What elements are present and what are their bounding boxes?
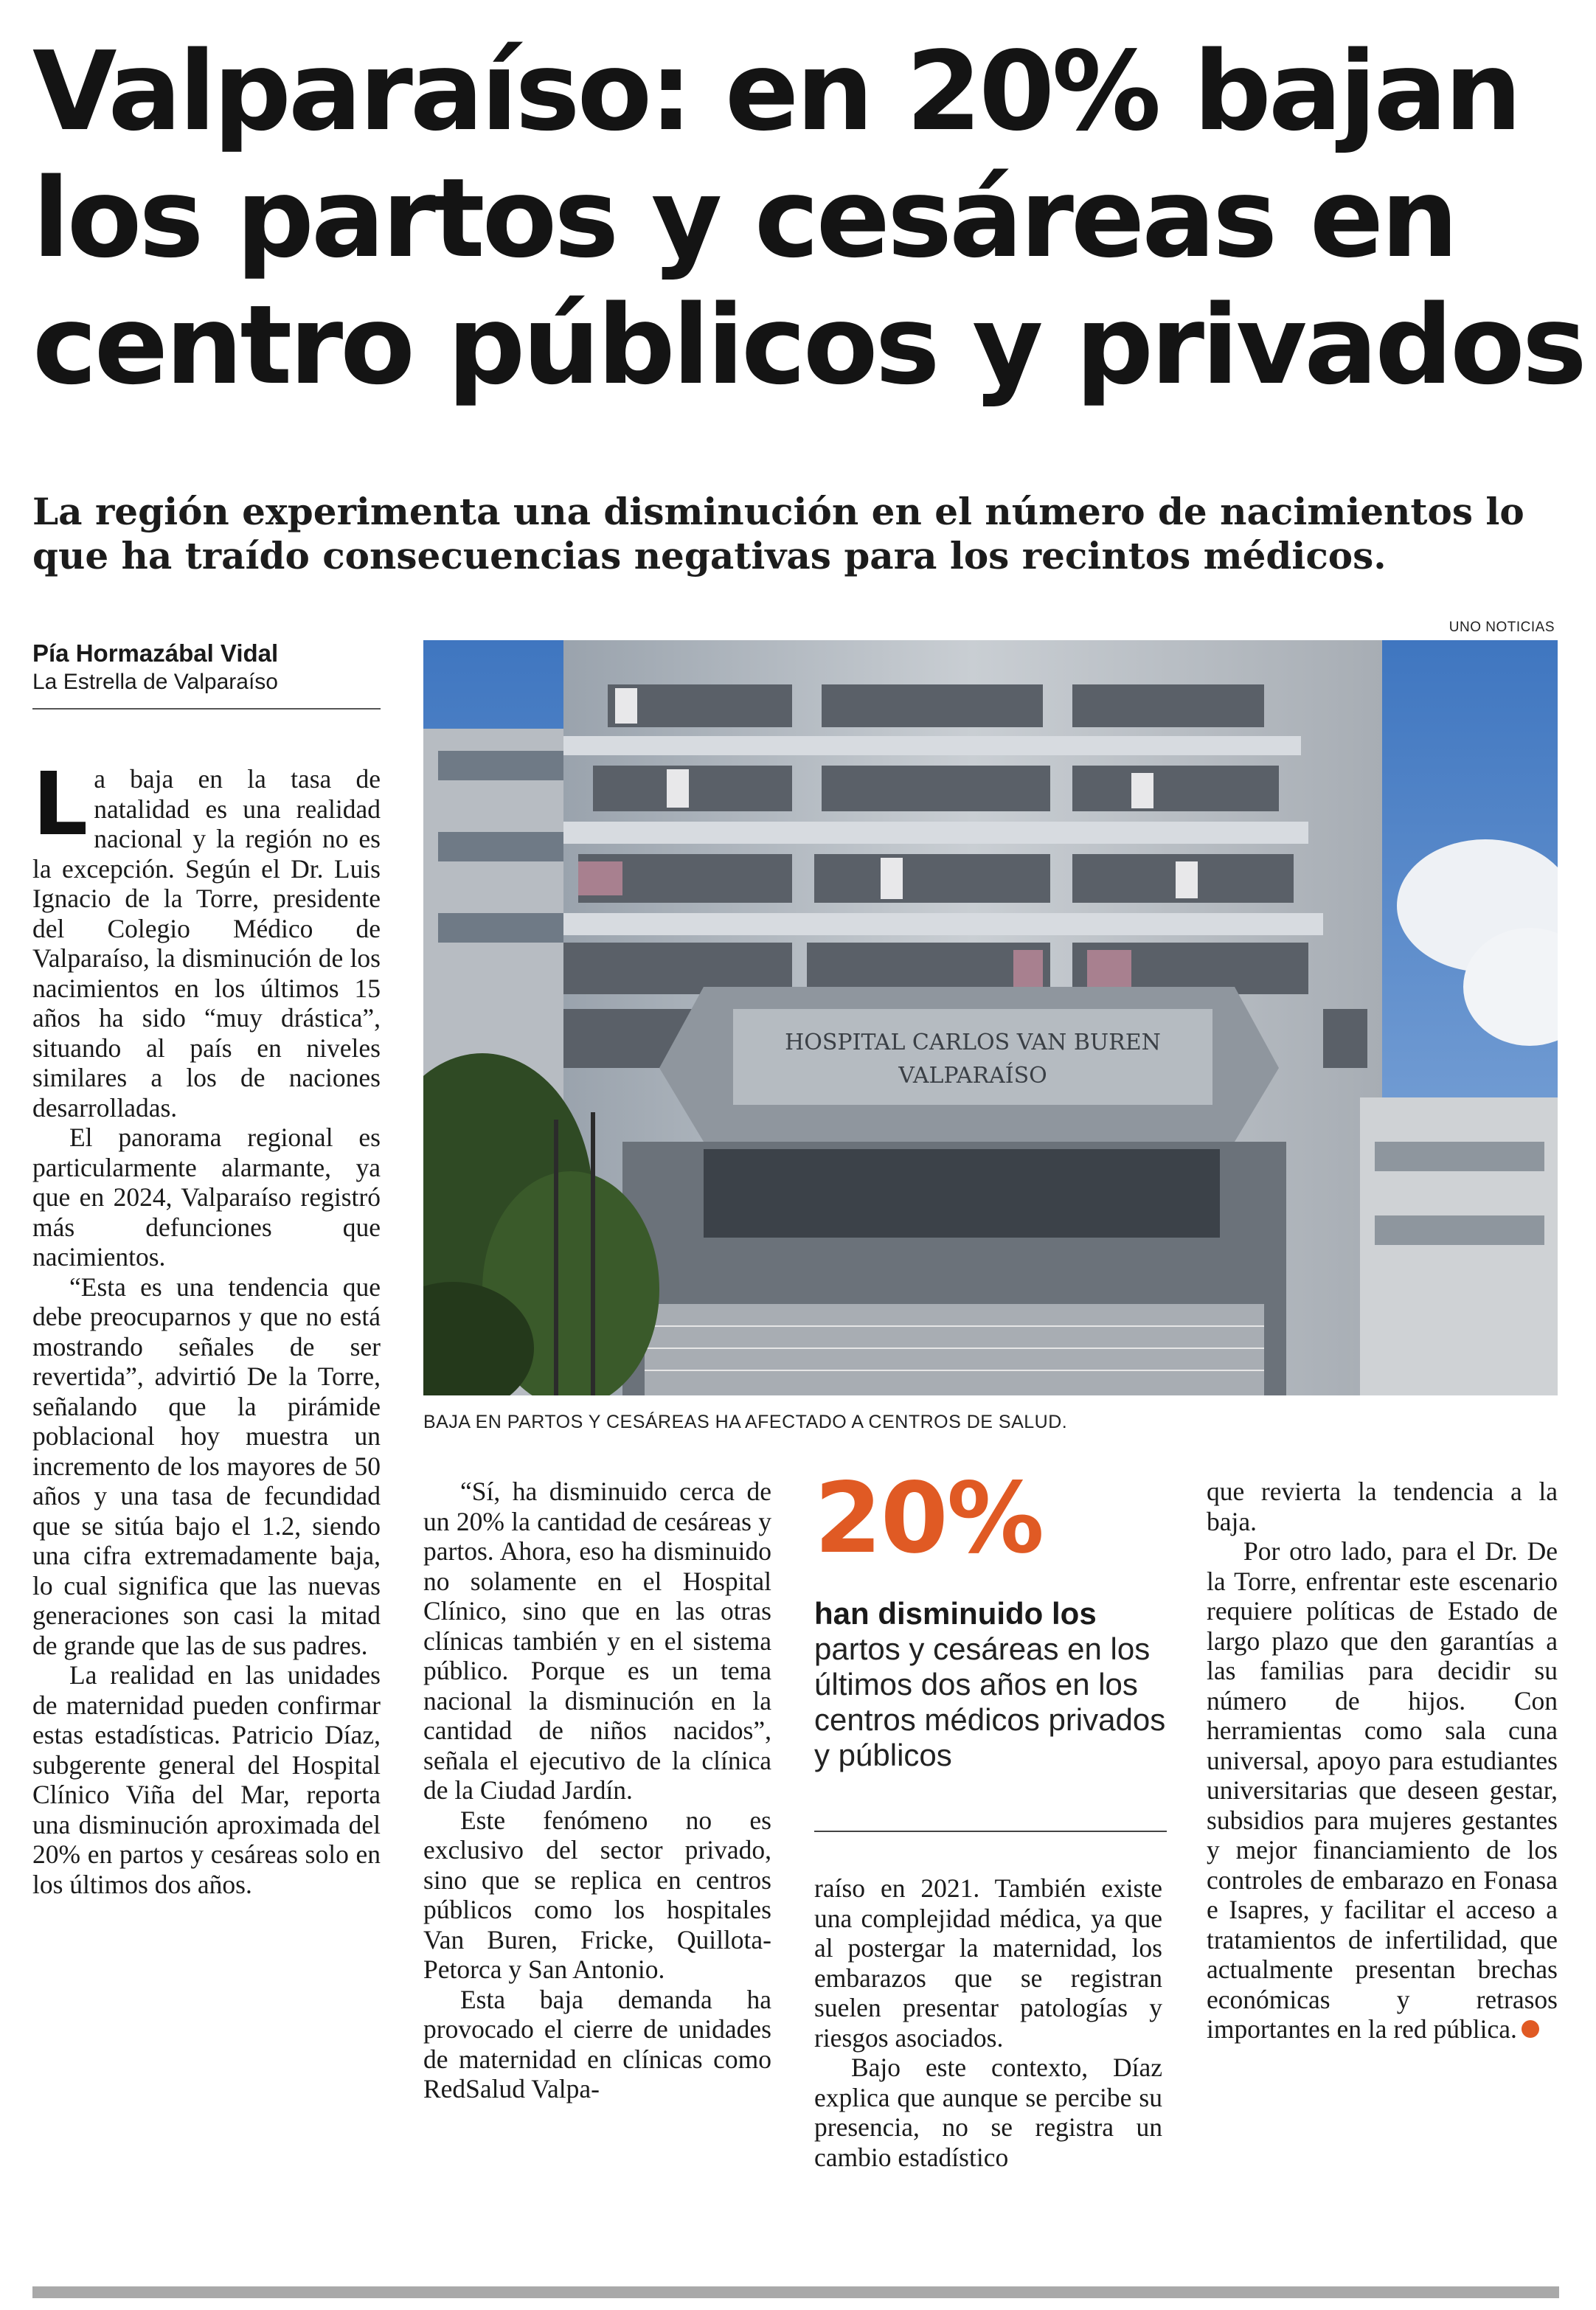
body-paragraph: La realidad en las unidades de maternidad pueden confirmar estas estadísticas. Patricio Díaz, subgerente general del Hospital Clínico Viña del Mar, reporta una disminución aproximada del 20% en partos y cesáreas solo en los últimos dos años. xyxy=(32,1660,381,1899)
body-column-2 xyxy=(423,1477,771,2104)
body-paragraph: raíso en 2021. También existe una complejidad médica, ya que al postergar la maternidad, los embarazos que se registran suelen presentar patologías y riesgos asociados. xyxy=(814,1873,1162,2053)
byline-divider xyxy=(32,708,381,710)
headline xyxy=(32,28,1584,409)
byline xyxy=(32,639,379,696)
headline-line-1: Valparaíso: en 20% bajan xyxy=(32,28,1519,155)
body-paragraph: “Sí, ha disminuido cerca de un 20% la cantidad de cesáreas y partos. Ahora, eso ha disminuido no solamente en el Hospital Clínico, sino que en las otras clínicas también y en el sistema público. Porque es un tema nacional la disminución en la cantidad de niños nacidos”, señala el ejecutivo de la clínica de la Ciudad Jardín. xyxy=(423,1477,771,1805)
body-column-1 xyxy=(32,753,381,1899)
hospital-photo xyxy=(423,640,1558,1395)
hospital-sign-line-1: HOSPITAL CARLOS VAN BUREN xyxy=(785,1030,1161,1055)
headline-line-3: centro públicos y privados xyxy=(32,282,1584,409)
body-paragraph xyxy=(1207,1536,1558,2044)
hospital-sign-line-2: VALPARAÍSO xyxy=(898,1063,1047,1089)
body-paragraph: Bajo este contexto, Díaz explica que aunque se percibe su presencia, no se registra un cambio estadístico xyxy=(814,2053,1162,2172)
author-name: Pía Hormazábal Vidal xyxy=(32,639,279,667)
page-bottom-rule xyxy=(32,2286,1559,2298)
body-column-3 xyxy=(814,1873,1162,2172)
body-paragraph: Esta baja demanda ha provocado el cierre de unidades de maternidad en clínicas como RedSalud Valpa- xyxy=(423,1984,771,2103)
body-paragraph: Este fenómeno no es exclusivo del sector privado, sino que se replica en centros públicos como los hospitales Van Buren, Fricke, Quillota-Petorca y San Antonio. xyxy=(423,1805,771,1984)
stat-callout xyxy=(814,1463,1168,1773)
outlet-name: La Estrella de Valparaíso xyxy=(32,670,278,694)
body-paragraph-text: Por otro lado, para el Dr. De la Torre, enfrentar este escenario requiere políticas de Estado de largo plazo que den garantías a las familias para decidir su número de hijos. Con herramientas como sala cuna universal, apoyo para estudiantes universitarias que deseen gestar, subsidios para mujeres gestantes y mejor financiamiento de los controles de embarazo en Fonasa e Isapres, y facilitar el acceso a tratamientos de infertilidad, que actualmente presentan brechas económicas y retrasos importantes en la red pública. xyxy=(1207,1536,1558,2044)
body-paragraph: El panorama regional es particularmente alarmante, ya que en 2024, Valparaíso registró más defunciones que nacimientos. xyxy=(32,1123,381,1272)
headline-line-2: los partos y cesáreas en xyxy=(32,155,1456,282)
end-of-article-icon xyxy=(1522,2020,1539,2038)
body-paragraph: “Esta es una tendencia que debe preocuparnos y que no está mostrando señales de ser revertida”, advirtió De la Torre, señalando que la pirámide poblacional hoy muestra un incremento de los mayores de 50 años y una tasa de fecundidad que se sitúa bajo el 1.2, siendo una cifra extremadamente baja, lo cual significa que las nuevas generaciones son casi la mitad de grande que las de sus padres. xyxy=(32,1272,381,1660)
stat-text xyxy=(814,1596,1168,1773)
lead-paragraph: La región experimenta una disminución en el número de nacimientos lo que ha traído consecuencias negativas para los recintos médicos. xyxy=(32,490,1524,578)
stat-text-rest: partos y cesáreas en los últimos dos años en los centros médicos privados y públicos xyxy=(814,1631,1166,1772)
body-paragraph: que revierta la tendencia a la baja. xyxy=(1207,1477,1558,1536)
photo-credit: UNO NOTICIAS xyxy=(1448,620,1555,635)
body-column-4 xyxy=(1207,1477,1558,2044)
body-paragraph: La baja en la tasa de natalidad es una realidad nacional y la región no es la excepción. Según el Dr. Luis Ignacio de la Torre, presidente del Colegio Médico de Valparaíso, la disminución de los nacimientos en los últimos 15 años ha sido “muy drástica”, situando al país en niveles similares a los de naciones desarrolladas. xyxy=(32,753,381,1123)
stat-text-bold: han disminuido los xyxy=(814,1596,1097,1631)
stat-value: 20% xyxy=(814,1462,1043,1575)
photo-caption: BAJA EN PARTOS Y CESÁREAS HA AFECTADO A CENTROS DE SALUD. xyxy=(423,1412,1068,1432)
stat-divider xyxy=(814,1831,1167,1832)
